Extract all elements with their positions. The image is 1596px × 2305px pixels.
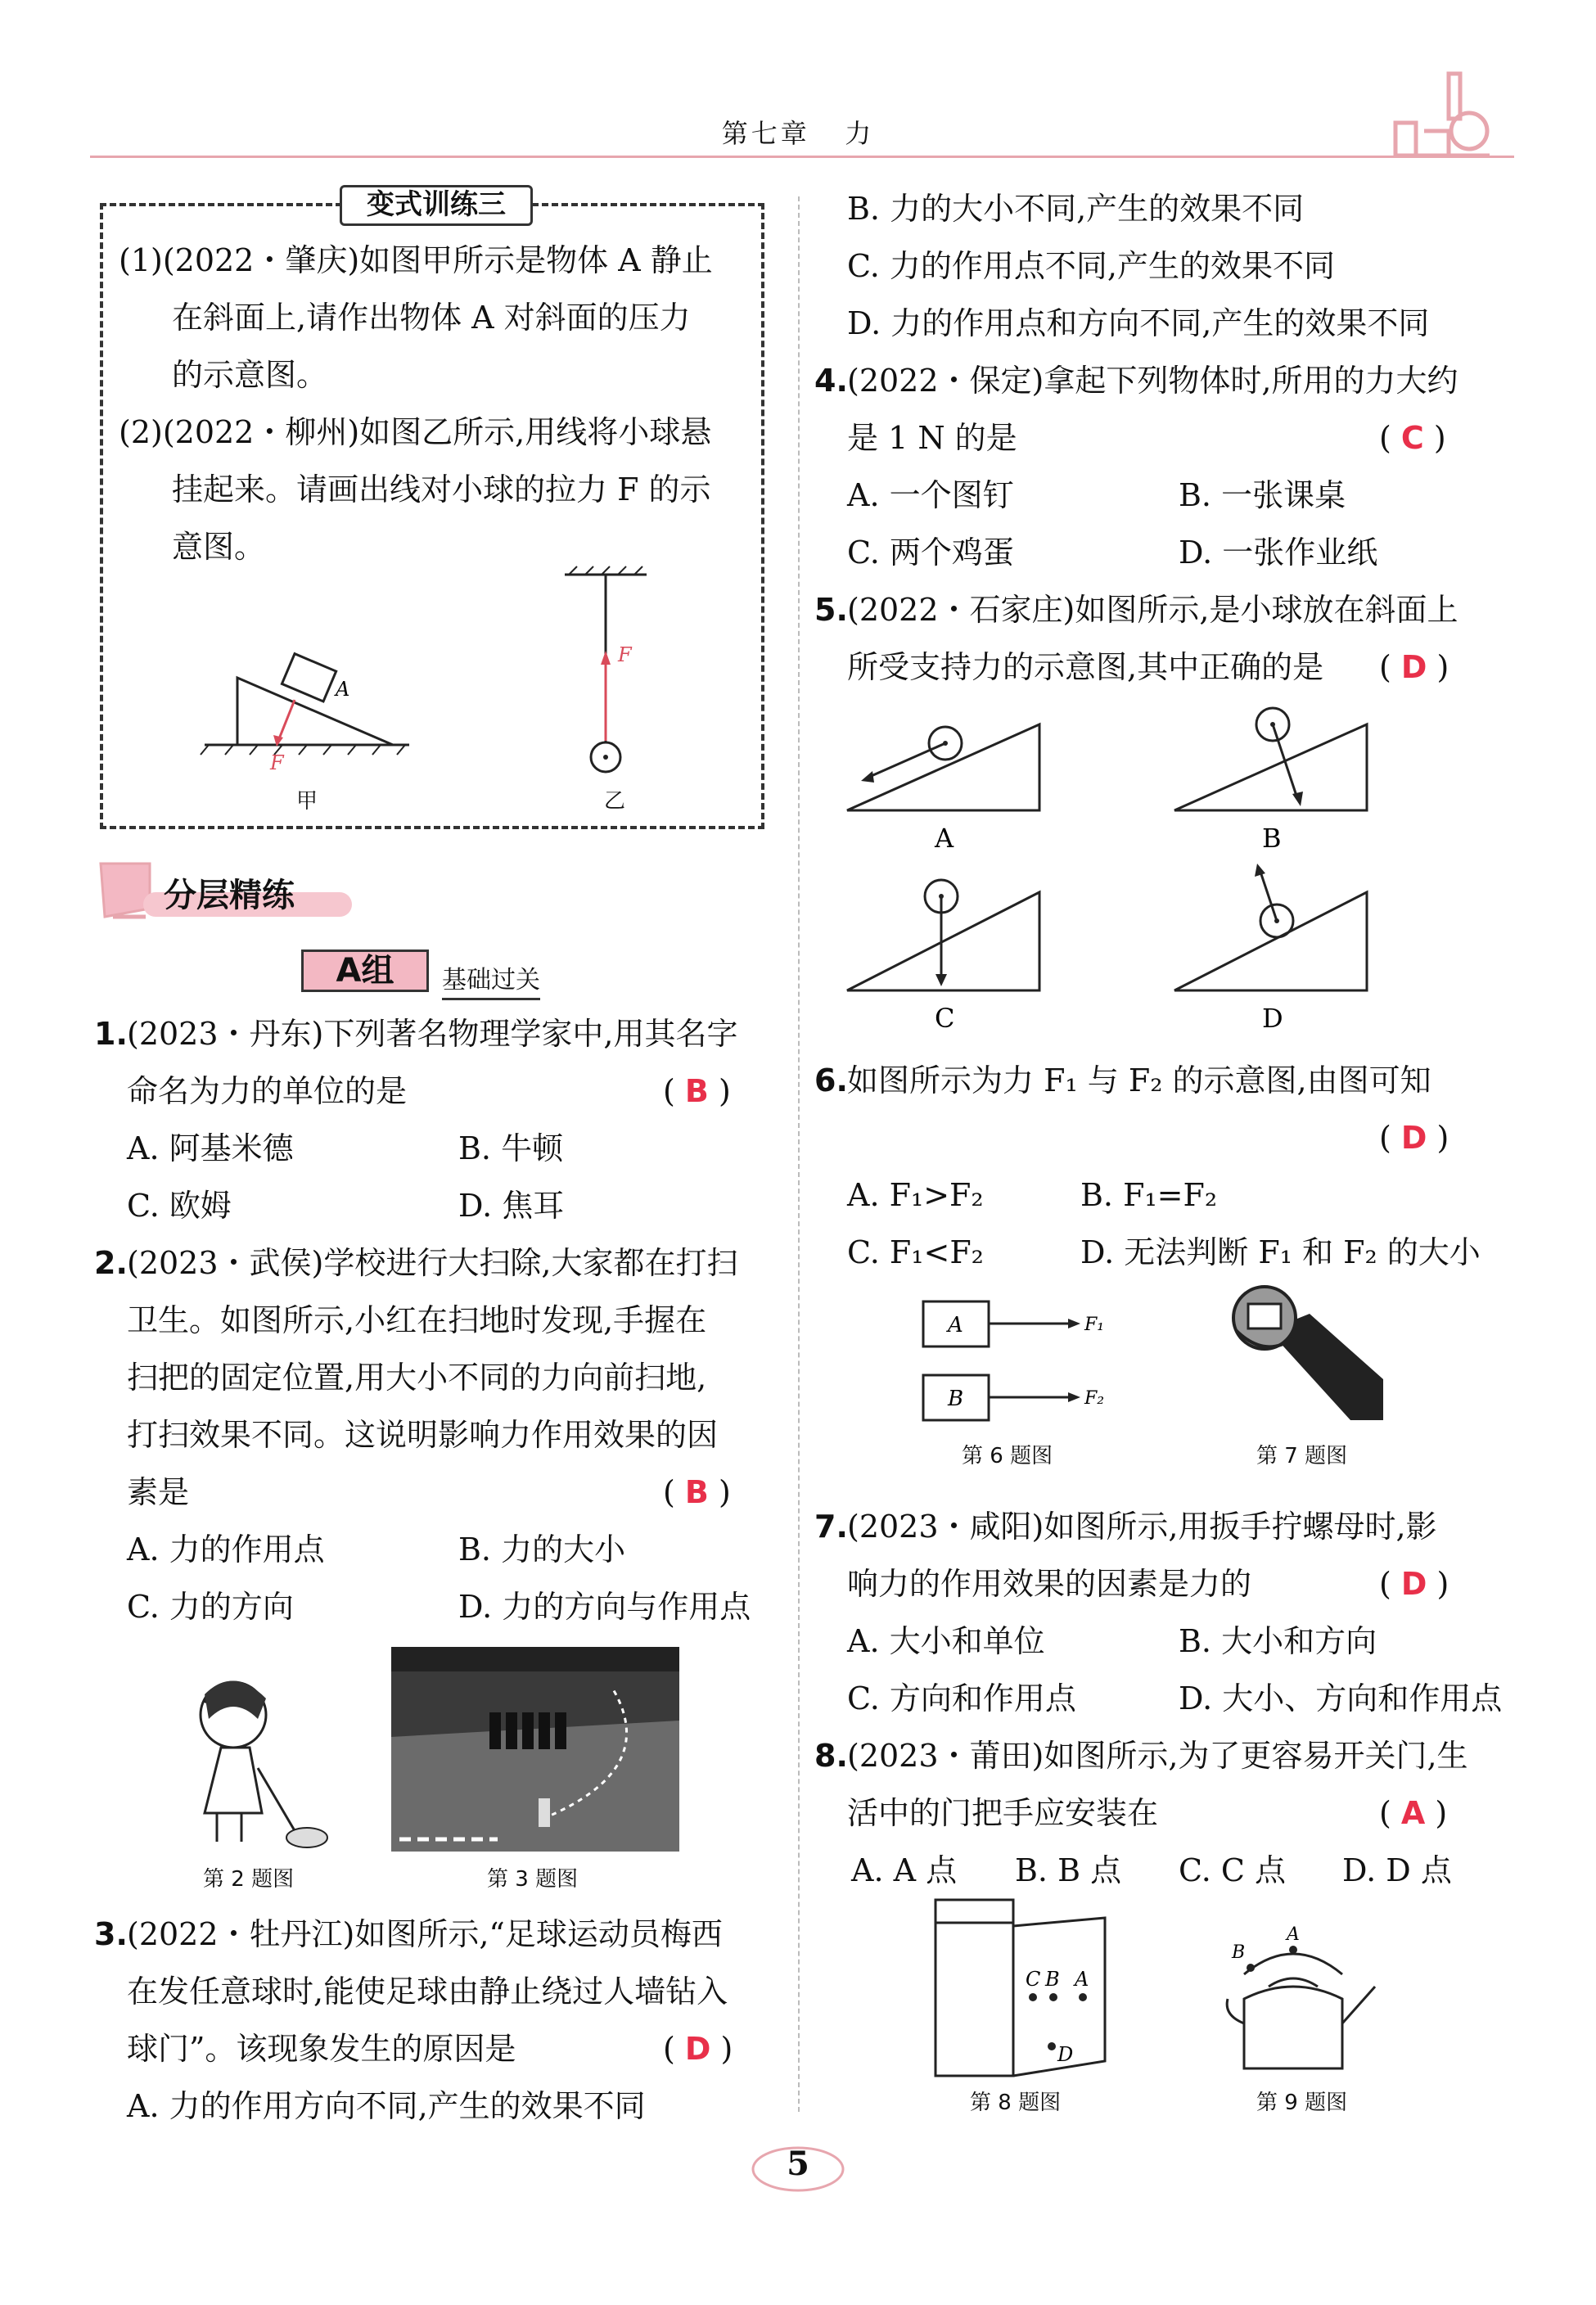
q1-option-c: C. 欧姆 xyxy=(127,1188,232,1224)
q5-answer-slot: ( D ) xyxy=(1379,649,1449,685)
q6-option-d: D. 无法判断 F₁ 和 F₂ 的大小 xyxy=(1080,1234,1481,1270)
q4-line2: 是 1 N 的是 xyxy=(847,420,1017,456)
q6-line1: 如图所示为力 F₁ 与 F₂ 的示意图,由图可知 xyxy=(847,1062,1431,1098)
q3-option-b: B. 力的大小不同,产生的效果不同 xyxy=(847,191,1305,227)
fig5-label-a: A xyxy=(935,823,954,854)
q1-option-a: A. 阿基米德 xyxy=(127,1130,294,1166)
f2-label: F₂ xyxy=(1084,1388,1105,1409)
q4-option-c: C. 两个鸡蛋 xyxy=(847,535,1014,571)
q3-line1: (2022・牡丹江)如图所示,“足球运动员梅西 xyxy=(127,1916,723,1952)
q2-line2: 卫生。如图所示,小红在扫地时发现,手握在 xyxy=(127,1302,707,1338)
q8-option-b: B. B 点 xyxy=(1015,1852,1122,1888)
q6-force-figure xyxy=(921,1297,1134,1428)
q2-option-b: B. 力的大小 xyxy=(458,1531,626,1567)
q3-number: 3. xyxy=(94,1916,128,1952)
wrench-figure xyxy=(1220,1281,1391,1428)
q2-option-c: C. 力的方向 xyxy=(127,1589,294,1625)
force-f-label-yi: F xyxy=(618,643,632,666)
page-number: 5 xyxy=(787,2145,809,2183)
fig5-label-c: C xyxy=(935,1003,955,1034)
q3-answer: D xyxy=(684,2031,711,2067)
fig5-label-b: B xyxy=(1262,823,1282,854)
q7-number: 7. xyxy=(814,1509,848,1545)
q5-line1: (2022・石家庄)如图所示,是小球放在斜面上 xyxy=(847,592,1458,628)
door-figure xyxy=(933,1897,1121,2082)
q8-answer: A xyxy=(1400,1795,1426,1831)
kettle-point-a: A xyxy=(1287,1924,1300,1945)
q7-answer-slot: ( D ) xyxy=(1379,1566,1449,1602)
q8-option-c: C. C 点 xyxy=(1179,1852,1287,1888)
q4-option-d: D. 一张作业纸 xyxy=(1179,535,1378,571)
q7-answer: D xyxy=(1400,1566,1427,1602)
group-label: A组 xyxy=(301,950,429,992)
door-point-c: C xyxy=(1026,1968,1041,1991)
fig8-caption: 第 8 题图 xyxy=(970,2091,1062,2115)
q6-option-c: C. F₁<F₂ xyxy=(847,1234,984,1270)
q7-option-b: B. 大小和方向 xyxy=(1179,1623,1377,1659)
section-title: 分层精练 xyxy=(164,877,295,914)
girl-sweeping-figure xyxy=(184,1670,327,1858)
box-b-label: B xyxy=(948,1387,964,1411)
q2-number: 2. xyxy=(94,1245,128,1281)
object-a-label: A xyxy=(336,678,350,701)
figure-jia-incline xyxy=(205,565,426,774)
q2-line4: 打扫效果不同。这说明影响力作用效果的因 xyxy=(127,1417,719,1453)
q3-answer-slot: ( D ) xyxy=(663,2031,733,2067)
kettle-point-b: B xyxy=(1232,1942,1246,1963)
q4-answer: C xyxy=(1400,420,1424,456)
variant-q1-line1: (1)(2022・肇庆)如图甲所示是物体 A 静止 xyxy=(119,242,713,278)
force-f-label: F xyxy=(270,751,284,774)
q8-option-d: D. D 点 xyxy=(1342,1852,1452,1888)
f1-label: F₁ xyxy=(1084,1315,1105,1335)
q3-line2: 在发任意球时,能使足球由静止绕过人墙钻入 xyxy=(127,1973,728,2010)
variant-title: 变式训练三 xyxy=(340,185,533,226)
q8-number: 8. xyxy=(814,1738,848,1774)
q1-number: 1. xyxy=(94,1016,128,1052)
kettle-figure xyxy=(1220,1925,1383,2081)
variant-q2-line2: 挂起来。请画出线对小球的拉力 F 的示 xyxy=(172,471,711,507)
variant-q2-line1: (2)(2022・柳州)如图乙所示,用线将小球悬 xyxy=(119,414,712,450)
q1-answer-slot: ( B ) xyxy=(663,1073,731,1109)
q2-line3: 扫把的固定位置,用大小不同的力向前扫地, xyxy=(127,1360,707,1396)
q6-answer: D xyxy=(1400,1120,1427,1156)
force-arrow xyxy=(278,700,295,741)
q6-option-b: B. F₁=F₂ xyxy=(1080,1177,1218,1213)
q7-line1: (2023・咸阳)如图所示,用扳手拧螺母时,影 xyxy=(847,1509,1437,1545)
variant-q1-line2: 在斜面上,请作出物体 A 对斜面的压力 xyxy=(172,300,691,336)
q2-line5: 素是 xyxy=(127,1474,190,1510)
column-divider xyxy=(798,196,800,2112)
q8-option-a: A. A 点 xyxy=(851,1852,958,1888)
microscope-icon xyxy=(1391,65,1498,160)
caption-jia: 甲 xyxy=(296,789,318,814)
group-subtitle: 基础过关 xyxy=(442,959,540,1000)
q7-option-d: D. 大小、方向和作用点 xyxy=(1179,1680,1503,1716)
q1-option-b: B. 牛顿 xyxy=(458,1130,564,1166)
fig7-caption: 第 7 题图 xyxy=(1256,1444,1348,1468)
q1-answer: B xyxy=(684,1073,709,1109)
q1-line2: 命名为力的单位的是 xyxy=(127,1073,408,1109)
chapter-title: 力 xyxy=(845,118,875,149)
page-header xyxy=(0,113,1596,151)
q8-line2: 活中的门把手应安装在 xyxy=(847,1795,1159,1831)
q8-answer-slot: ( A ) xyxy=(1379,1795,1448,1831)
q3-line3: 球门”。该现象发生的原因是 xyxy=(127,2031,516,2067)
q4-number: 4. xyxy=(814,363,848,399)
figure-yi-pendulum xyxy=(557,565,655,786)
door-point-d: D xyxy=(1057,2043,1074,2066)
fig9-caption: 第 9 题图 xyxy=(1256,2091,1348,2115)
football-photo xyxy=(391,1647,679,1852)
q5-number: 5. xyxy=(814,592,848,628)
q7-line2: 响力的作用效果的因素是力的 xyxy=(847,1566,1252,1602)
q1-option-d: D. 焦耳 xyxy=(458,1188,565,1224)
fig5-label-d: D xyxy=(1262,1003,1283,1034)
q4-option-a: A. 一个图钉 xyxy=(847,477,1014,513)
door-point-b: B xyxy=(1045,1968,1060,1991)
caption-yi: 乙 xyxy=(604,789,626,814)
q1-line1: (2023・丹东)下列著名物理学家中,用其名字 xyxy=(127,1016,738,1052)
q6-answer-slot: ( D ) xyxy=(1379,1120,1449,1156)
variant-q2-line3: 意图。 xyxy=(172,529,266,565)
q3-option-a: A. 力的作用方向不同,产生的效果不同 xyxy=(127,2088,646,2124)
q2-answer: B xyxy=(684,1474,709,1510)
door-point-a: A xyxy=(1075,1968,1089,1991)
q4-option-b: B. 一张课桌 xyxy=(1179,477,1346,513)
q5-answer: D xyxy=(1400,649,1427,685)
fig6-caption: 第 6 题图 xyxy=(962,1444,1053,1468)
q5-figures xyxy=(843,712,1531,1040)
q6-option-a: A. F₁>F₂ xyxy=(847,1177,984,1213)
q2-line1: (2023・武侯)学校进行大扫除,大家都在打扫 xyxy=(127,1245,738,1281)
q5-line2: 所受支持力的示意图,其中正确的是 xyxy=(847,649,1324,685)
q2-option-d: D. 力的方向与作用点 xyxy=(458,1589,751,1625)
fig3-caption: 第 3 题图 xyxy=(487,1867,579,1892)
q7-option-a: A. 大小和单位 xyxy=(847,1623,1045,1659)
q6-number: 6. xyxy=(814,1062,848,1098)
box-a-label: A xyxy=(948,1313,963,1337)
q8-line1: (2023・莆田)如图所示,为了更容易开关门,生 xyxy=(847,1738,1468,1774)
chapter-label: 第七章 xyxy=(721,118,810,149)
variant-q1-line3: 的示意图。 xyxy=(172,357,328,393)
q7-option-c: C. 方向和作用点 xyxy=(847,1680,1076,1716)
q2-option-a: A. 力的作用点 xyxy=(127,1531,325,1567)
fig2-caption: 第 2 题图 xyxy=(203,1867,295,1892)
q2-answer-slot: ( B ) xyxy=(663,1474,731,1510)
q3-option-c: C. 力的作用点不同,产生的效果不同 xyxy=(847,248,1335,284)
header-rule xyxy=(90,156,1514,158)
q4-answer-slot: ( C ) xyxy=(1379,420,1446,456)
q4-line1: (2022・保定)拿起下列物体时,所用的力大约 xyxy=(847,363,1458,399)
monitor-icon xyxy=(88,859,158,925)
q3-option-d: D. 力的作用点和方向不同,产生的效果不同 xyxy=(847,305,1430,341)
